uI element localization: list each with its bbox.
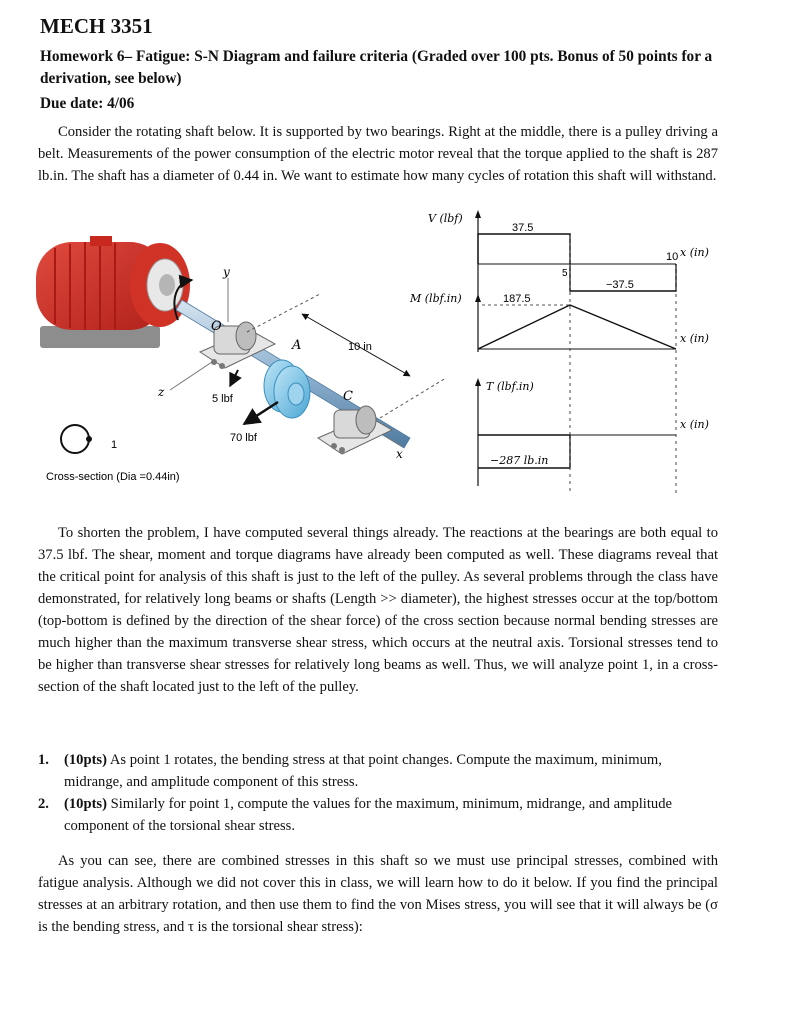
question-list bbox=[38, 749, 718, 837]
closing-paragraph: As you can see, there are combined stresses in this shaft so we must use principal stresses, combined with fatigue analysis. Although we did not cover this in class, we will learn how to do it below. If you find the principal stresses at an arbitrary rotation, and then use them to find the von Mises stress, you will see that it will always be (σ is the bending stress, and τ is the torsional shear stress): bbox=[38, 853, 718, 935]
motor-illustration bbox=[36, 236, 190, 348]
z-axis-label: z bbox=[158, 385, 165, 399]
course-title: MECH 3351 bbox=[40, 14, 153, 38]
moment-ylabel: M (lbf.in) bbox=[410, 292, 462, 305]
shear-mid-mark: 5 bbox=[562, 268, 568, 279]
pulley bbox=[264, 360, 310, 418]
torque-xlabel: x (in) bbox=[680, 418, 709, 431]
cross-section-circle bbox=[61, 425, 89, 453]
homework-title: Homework 6– Fatigue: S-N Diagram and failure criteria (Graded over 100 pts. Bonus of 50 points for a derivation, see below) bbox=[40, 48, 713, 87]
y-axis-label: y bbox=[223, 265, 230, 279]
intro-paragraph: Consider the rotating shaft below. It is supported by two bearings. Right at the middle, there is a pulley driving a belt. Measurements of the power consumption of the electric motor reveal that the torque applied to the shaft is 287 lb.in. The shaft has a diameter of 0.44 in. We want to estimate how many cycles of rotation this shaft will withstand. bbox=[38, 124, 718, 184]
point-o-label: O bbox=[211, 319, 222, 334]
moment-diagram bbox=[409, 292, 709, 352]
point-a-label: A bbox=[292, 338, 302, 353]
torque-ylabel: T (lbf.in) bbox=[486, 380, 534, 393]
x-axis-label: x bbox=[396, 447, 403, 461]
bearing-c bbox=[318, 406, 392, 454]
load-5lbf-label: 5 lbf bbox=[212, 393, 233, 405]
question-number: 2. bbox=[38, 796, 49, 812]
moment-peak-value: 187.5 bbox=[503, 293, 531, 305]
span-label: 10 in bbox=[348, 341, 372, 353]
question-item bbox=[38, 749, 718, 793]
shear-x-end: 10 bbox=[666, 251, 679, 263]
moment-xlabel: x (in) bbox=[680, 332, 709, 345]
load-70lbf-label: 70 lbf bbox=[230, 432, 257, 444]
due-date: Due date: 4/06 bbox=[40, 95, 135, 112]
shear-ylabel: V (lbf) bbox=[428, 212, 463, 225]
question-text: Similarly for point 1, compute the values for the maximum, minimum, midrange, and amplitude component of the torsional shear stress. bbox=[64, 796, 672, 834]
shear-pos-value: 37.5 bbox=[512, 222, 534, 234]
shaft-figure bbox=[0, 200, 790, 500]
shear-neg-value: −37.5 bbox=[606, 279, 634, 291]
question-text: As point 1 rotates, the bending stress at that point changes. Compute the maximum, minimum, midrange, and amplitude component of this stress. bbox=[64, 752, 662, 790]
point-1-label: 1 bbox=[111, 439, 118, 451]
question-item bbox=[38, 793, 718, 837]
torque-diagram bbox=[475, 378, 709, 486]
question-points: (10pts) bbox=[64, 752, 107, 768]
torque-value: −287 lb.in bbox=[490, 454, 549, 467]
question-number: 1. bbox=[38, 752, 49, 768]
shear-xlabel: x (in) bbox=[680, 246, 709, 259]
cross-section-label: Cross-section (Dia =0.44in) bbox=[46, 471, 180, 483]
question-points: (10pts) bbox=[64, 796, 107, 812]
point-c-label: C bbox=[343, 389, 353, 404]
shear-diagram bbox=[428, 210, 709, 300]
explanation-paragraph: To shorten the problem, I have computed several things already. The reactions at the bearings are both equal to 37.5 lbf. The shear, moment and torque diagrams have already been computed as well. These diagrams reveal that the critical point for analysis of this shaft is just to the left of the pulley. As several problems through the class have demonstrated, for relatively long beams or shafts (Length >> diameter), the highest stresses occur at the top/bottom (top-bottom is defined by the direction of the shear force) of the cross section because normal bending stresses are much higher than the maximum transverse shear stress, which occurs at the neutral axis. Torsional stresses tend to be higher than transverse shear stresses for relatively long beams as well. Thus, we will analyze point 1, in a cross-section of the shaft located just to the left of the pulley. bbox=[38, 525, 718, 695]
